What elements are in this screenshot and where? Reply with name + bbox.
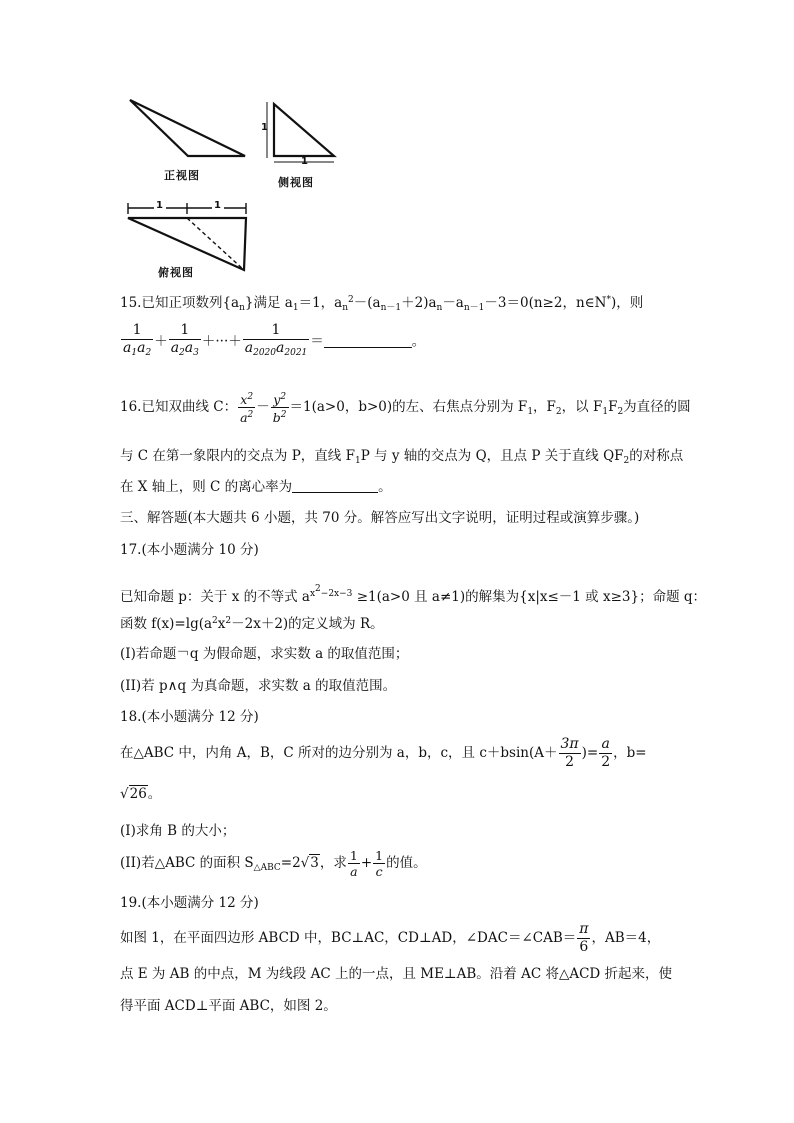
q18-heading: 18.(本小题满分 12 分) [120, 709, 259, 725]
q15-expression: $\frac{1}{a_1a_2}$ ＋ $\frac{1}{a_2a_3}$ ＋···＋ $\frac{1}{a_{2020}a_{2021}}$ ＝ 。 [120, 322, 425, 362]
q18-fraction-1-c: $\frac{1}{c}$ [375, 848, 384, 879]
section-3-heading: 三、解答题(本大题共 6 小题，共 70 分。解答应写出文字说明，证明过程或演算步骤。) [120, 510, 640, 526]
q15-fraction-2: $\frac{1}{a_2a_3}$ [169, 322, 201, 362]
front-view-triangle [130, 100, 245, 156]
q15-fraction-3: $\frac{1}{a_{2020}a_{2021}}$ [243, 322, 310, 362]
q18-line-1: 在△ABC 中，内角 A，B，C 所对的边分别为 a，b，c，且 c＋bsin(A＋ $\frac{3\pi}{2}$ )= $\frac{a}{2}$ ，b= [120, 736, 647, 770]
side-view-label: 侧视图 [278, 176, 314, 189]
top-view-dashed-edge [187, 218, 244, 270]
q18-part-2: (II)若△ABC 的面积 $S_{\triangle ABC}=2√3$，求 $\frac{1}{a}$ + $\frac{1}{c}$ 的值。 [120, 848, 427, 879]
q17-line-2: 函数 $f(x)=\lg(a^2x^2-2x+2)$的定义域为 R。 [120, 616, 384, 632]
q18-fraction-3pi-2: $\frac{3\pi}{2}$ [560, 736, 579, 770]
q19-heading: 19.(本小题满分 12 分) [120, 895, 259, 911]
top-view-label: 俯视图 [158, 266, 194, 279]
top-dim-left-label: 1 [156, 200, 164, 211]
q19-line-2: 点 E 为 AB 的中点，M 为线段 AC 上的一点，且 ME⊥AB。沿着 AC 将△ACD 折起来，使 [120, 966, 673, 982]
q17-part-1: (I)若命题￢q 为假命题，求实数 a 的取值范围； [120, 646, 409, 662]
three-view-drawing [120, 92, 370, 282]
q15-answer-blank[interactable] [324, 333, 412, 348]
side-width-label: 1 [301, 156, 309, 167]
three-view-figure [120, 92, 370, 282]
q15-fraction-1: $\frac{1}{a_1a_2}$ [121, 322, 153, 362]
q16-line-3: 在 X 轴上，则 C 的离心率为 。 [120, 479, 392, 495]
top-view-triangle [128, 218, 246, 270]
q18-line-2: √26。 [120, 786, 162, 802]
q17-part-2: (II)若 p∧q 为真命题，求实数 a 的取值范围。 [120, 678, 397, 694]
q18-part-1: (I)求角 B 的大小； [120, 823, 236, 839]
q17-heading: 17.(本小题满分 10 分) [120, 542, 259, 558]
q19-fraction-pi-6: $\frac{\pi}{6}$ [579, 921, 589, 955]
side-view-triangle [274, 104, 334, 156]
front-view-label: 正视图 [164, 169, 200, 182]
top-dim-right-label: 1 [214, 200, 222, 211]
q15-statement: 15.已知正项数列$\{a_n\}$满足 $a_1=1$，$a_n^2-(a_{n-1}+2)a_n-a_{n-1}-3=0(n\ge 2$，n∈N*)，则 [120, 295, 644, 313]
side-height-label: 1 [261, 122, 269, 133]
q19-line-3: 得平面 ACD⊥平面 ABC，如图 2。 [120, 998, 337, 1014]
q18-fraction-1-a: $\frac{1}{a}$ [349, 848, 358, 879]
q16-answer-blank[interactable] [292, 478, 378, 493]
q16-line-2: 与 C 在第一象限内的交点为 P，直线 $F_1P$ 与 y 轴的交点为 Q，且点 P 关于直线 $QF_2$的对称点 [120, 448, 684, 466]
q18-fraction-a-2: $\frac{a}{2}$ [601, 736, 611, 770]
q19-line-1: 如图 1，在平面四边形 ABCD 中，BC⊥AC，CD⊥AD，∠DAC＝∠CAB＝ $\frac{\pi}{6}$ ，AB＝4， [120, 921, 661, 955]
q16-statement: 16.已知双曲线 C： $\frac{x^2}{a^2}$ － $\frac{y^2}{b^2}$ ＝1(a>0，b>0)的左、右焦点分别为 $F_1$，$F_2$，以 $F_1F_2$为直径的圆 [120, 392, 691, 425]
q16-fraction-x: $\frac{x^2}{a^2}$ [240, 392, 254, 425]
q17-line-1: 已知命题 p：关于 x 的不等式 $a^{x^2-2x-3} \ge 1(a>0$ 且 a≠1)的解集为{x|x≤－1 或 x≥3}；命题 q： [120, 584, 706, 605]
q16-fraction-y: $\frac{y^2}{b^2}$ [272, 392, 287, 425]
